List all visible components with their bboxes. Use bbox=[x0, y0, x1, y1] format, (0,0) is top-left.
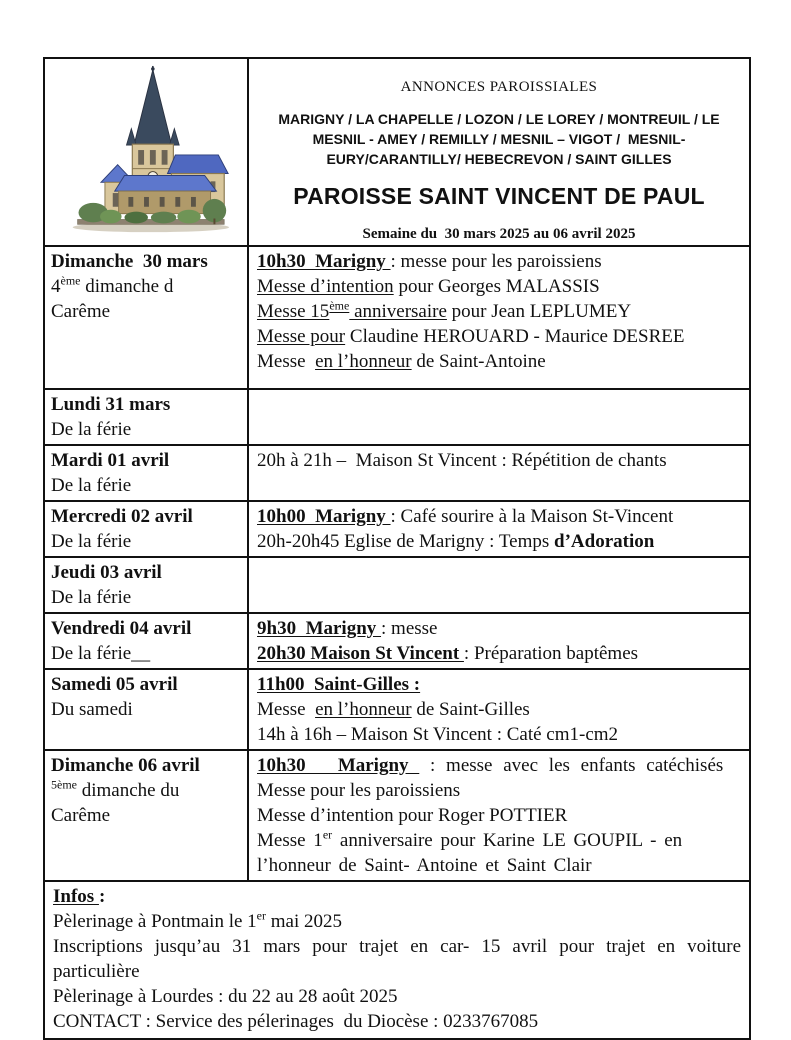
date-cell bbox=[45, 390, 249, 444]
date-line bbox=[51, 585, 243, 610]
event-line bbox=[257, 448, 743, 473]
schedule-row bbox=[45, 558, 749, 614]
text-segment: Messe d’intention bbox=[257, 276, 394, 297]
text-segment: de Saint-Gilles bbox=[411, 699, 530, 720]
header-row bbox=[45, 59, 749, 247]
text-segment: dimanche d bbox=[80, 276, 174, 297]
document-title: ANNONCES PAROISSIALES bbox=[400, 79, 598, 95]
superscript-text: ème bbox=[60, 273, 81, 288]
event-line bbox=[257, 778, 743, 803]
text-segment: De la férie bbox=[51, 587, 132, 608]
text-segment: Messe bbox=[257, 351, 316, 372]
info-line bbox=[53, 909, 741, 934]
events-cell bbox=[249, 751, 749, 880]
date-cell bbox=[45, 558, 249, 612]
date-line bbox=[51, 392, 243, 417]
text-segment: Messe pour bbox=[257, 326, 346, 347]
text-segment: : Café sourire à la Maison St-Vincent bbox=[390, 506, 674, 527]
text-segment: : bbox=[98, 886, 106, 907]
villages-line-1: MARIGNY / LA CHAPELLE / LOZON / LE LOREY / MONTREUIL / LE bbox=[278, 111, 720, 127]
schedule-row bbox=[45, 670, 749, 751]
text-segment: anniversaire bbox=[349, 301, 447, 322]
text-segment: anniversaire pour Karine LE GOUPIL - en l’honneur de Saint- Antoine et Saint Clair bbox=[257, 830, 690, 876]
date-line bbox=[51, 274, 243, 299]
date-line bbox=[51, 697, 243, 722]
info-line bbox=[53, 884, 741, 909]
events-cell bbox=[249, 446, 749, 500]
text-segment: Jeudi 03 avril bbox=[51, 562, 162, 583]
text-segment: De la férie bbox=[51, 419, 132, 440]
text-segment: en l’honneur bbox=[315, 351, 412, 372]
date-line bbox=[51, 672, 243, 697]
text-segment: pour Jean LEPLUMEY bbox=[446, 301, 632, 322]
text-segment: Carême bbox=[51, 805, 111, 826]
text-segment: Mardi 01 avril bbox=[51, 450, 170, 471]
date-line bbox=[51, 504, 243, 529]
church-illustration bbox=[57, 64, 235, 240]
event-line bbox=[257, 324, 743, 349]
date-line bbox=[51, 249, 243, 274]
info-line bbox=[53, 934, 747, 984]
text-segment: Dimanche 30 mars bbox=[51, 251, 208, 272]
text-segment: De la férie__ bbox=[51, 643, 151, 664]
text-segment: en l’honneur bbox=[315, 699, 412, 720]
schedule-row bbox=[45, 247, 749, 390]
event-line bbox=[257, 349, 743, 374]
date-cell bbox=[45, 670, 249, 749]
text-segment: 4 bbox=[51, 276, 61, 297]
infos-section bbox=[45, 882, 749, 1038]
text-segment: Infos bbox=[53, 886, 99, 907]
text-segment: Du samedi bbox=[51, 699, 133, 720]
text-segment: Messe 15 bbox=[257, 301, 330, 322]
announcement-table bbox=[43, 57, 751, 1040]
info-line bbox=[53, 984, 741, 1009]
text-segment: Messe bbox=[257, 699, 316, 720]
text-segment: Dimanche 06 avril bbox=[51, 755, 200, 776]
text-segment: 11h00 Saint-Gilles : bbox=[257, 674, 421, 695]
date-line bbox=[51, 753, 243, 778]
date-line bbox=[51, 778, 243, 803]
text-segment: d’Adoration bbox=[554, 531, 655, 552]
schedule-row bbox=[45, 751, 749, 882]
text-segment: mai 2025 bbox=[266, 911, 342, 932]
text-segment: Carême bbox=[51, 301, 111, 322]
events-cell bbox=[249, 558, 749, 612]
text-segment: De la férie bbox=[51, 531, 132, 552]
schedule-row bbox=[45, 614, 749, 670]
text-segment: dimanche du bbox=[77, 780, 180, 801]
event-line bbox=[257, 697, 743, 722]
text-segment: Inscriptions jusqu’au 31 mars pour trajet en car- 15 avril pour trajet en voiture particulière bbox=[53, 936, 747, 982]
text-segment: 14h à 16h – Maison St Vincent : Caté cm1-cm2 bbox=[257, 724, 619, 745]
date-cell bbox=[45, 751, 249, 880]
church-image-cell bbox=[45, 59, 249, 245]
date-cell bbox=[45, 247, 249, 388]
date-cell bbox=[45, 614, 249, 668]
text-segment: pour Georges MALASSIS bbox=[393, 276, 600, 297]
villages-list bbox=[259, 109, 739, 169]
text-segment: Claudine HEROUARD - Maurice DESREE bbox=[345, 326, 685, 347]
date-line bbox=[51, 299, 243, 324]
events-cell bbox=[249, 502, 749, 556]
parish-title: PAROISSE SAINT VINCENT DE PAUL bbox=[293, 183, 705, 209]
text-segment: Vendredi 04 avril bbox=[51, 618, 192, 639]
header-text-cell bbox=[249, 59, 749, 245]
events-cell bbox=[249, 247, 749, 388]
date-cell bbox=[45, 446, 249, 500]
text-segment: : Préparation baptêmes bbox=[463, 643, 639, 664]
text-segment: Lundi 31 mars bbox=[51, 394, 171, 415]
event-line bbox=[257, 753, 743, 778]
events-cell bbox=[249, 390, 749, 444]
text-segment: Mercredi 02 avril bbox=[51, 506, 193, 527]
text-segment: : messe avec les enfants catéchisés bbox=[419, 755, 724, 776]
event-line bbox=[257, 803, 743, 828]
text-segment: 10h30 Marigny bbox=[257, 755, 420, 776]
superscript-text: er bbox=[322, 827, 333, 842]
text-segment: de Saint-Antoine bbox=[411, 351, 546, 372]
date-line bbox=[51, 803, 243, 828]
event-line bbox=[257, 504, 743, 529]
event-line bbox=[257, 299, 743, 324]
superscript-text: 5ème bbox=[51, 777, 77, 792]
event-line bbox=[257, 722, 743, 747]
date-line bbox=[51, 473, 243, 498]
date-line bbox=[51, 641, 243, 666]
text-segment: De la férie bbox=[51, 475, 132, 496]
schedule-row bbox=[45, 390, 749, 446]
superscript-text: ème bbox=[329, 298, 350, 313]
text-segment: Samedi 05 avril bbox=[51, 674, 178, 695]
events-cell bbox=[249, 670, 749, 749]
schedule-row bbox=[45, 446, 749, 502]
villages-line-2: MESNIL - AMEY / REMILLY / MESNIL – VIGOT / MESNIL- bbox=[312, 131, 686, 147]
event-line bbox=[257, 672, 743, 697]
week-range: Semaine du 30 mars 2025 au 06 avril 2025 bbox=[362, 226, 636, 242]
event-line bbox=[257, 641, 743, 666]
text-segment: 20h-20h45 Eglise de Marigny : Temps bbox=[257, 531, 555, 552]
schedule-row bbox=[45, 502, 749, 558]
events-cell bbox=[249, 614, 749, 668]
text-segment: Messe d’intention pour Roger POTTIER bbox=[257, 805, 568, 826]
text-segment: 20h30 Maison St Vincent bbox=[257, 643, 464, 664]
text-segment: Messe pour les paroissiens bbox=[257, 780, 461, 801]
text-segment: Pèlerinage à Lourdes : du 22 au 28 août 2025 bbox=[53, 986, 398, 1007]
date-cell bbox=[45, 502, 249, 556]
date-line bbox=[51, 560, 243, 585]
event-line bbox=[257, 249, 743, 274]
text-segment: : messe pour les paroissiens bbox=[390, 251, 602, 272]
event-line bbox=[257, 616, 743, 641]
event-line bbox=[257, 529, 743, 554]
text-segment: 10h00 Marigny bbox=[257, 506, 391, 527]
date-line bbox=[51, 417, 243, 442]
event-line bbox=[257, 274, 743, 299]
text-segment: 20h à 21h – Maison St Vincent : Répétition de chants bbox=[257, 450, 667, 471]
date-line bbox=[51, 448, 243, 473]
text-segment: 9h30 Marigny bbox=[257, 618, 382, 639]
info-line bbox=[53, 1009, 741, 1034]
text-segment: CONTACT : Service des pélerinages du Diocèse : 0233767085 bbox=[53, 1011, 539, 1032]
date-line bbox=[51, 616, 243, 641]
date-line bbox=[51, 529, 243, 554]
villages-line-3: EURY/CARANTILLY/ HEBECREVON / SAINT GILLES bbox=[326, 151, 672, 167]
text-segment: : messe bbox=[381, 618, 438, 639]
superscript-text: er bbox=[256, 908, 266, 923]
text-segment: Messe 1 bbox=[257, 830, 323, 851]
text-segment: 10h30 Marigny bbox=[257, 251, 391, 272]
schedule-rows bbox=[45, 247, 749, 882]
text-segment: Pèlerinage à Pontmain le 1 bbox=[53, 911, 257, 932]
event-line bbox=[257, 828, 743, 878]
